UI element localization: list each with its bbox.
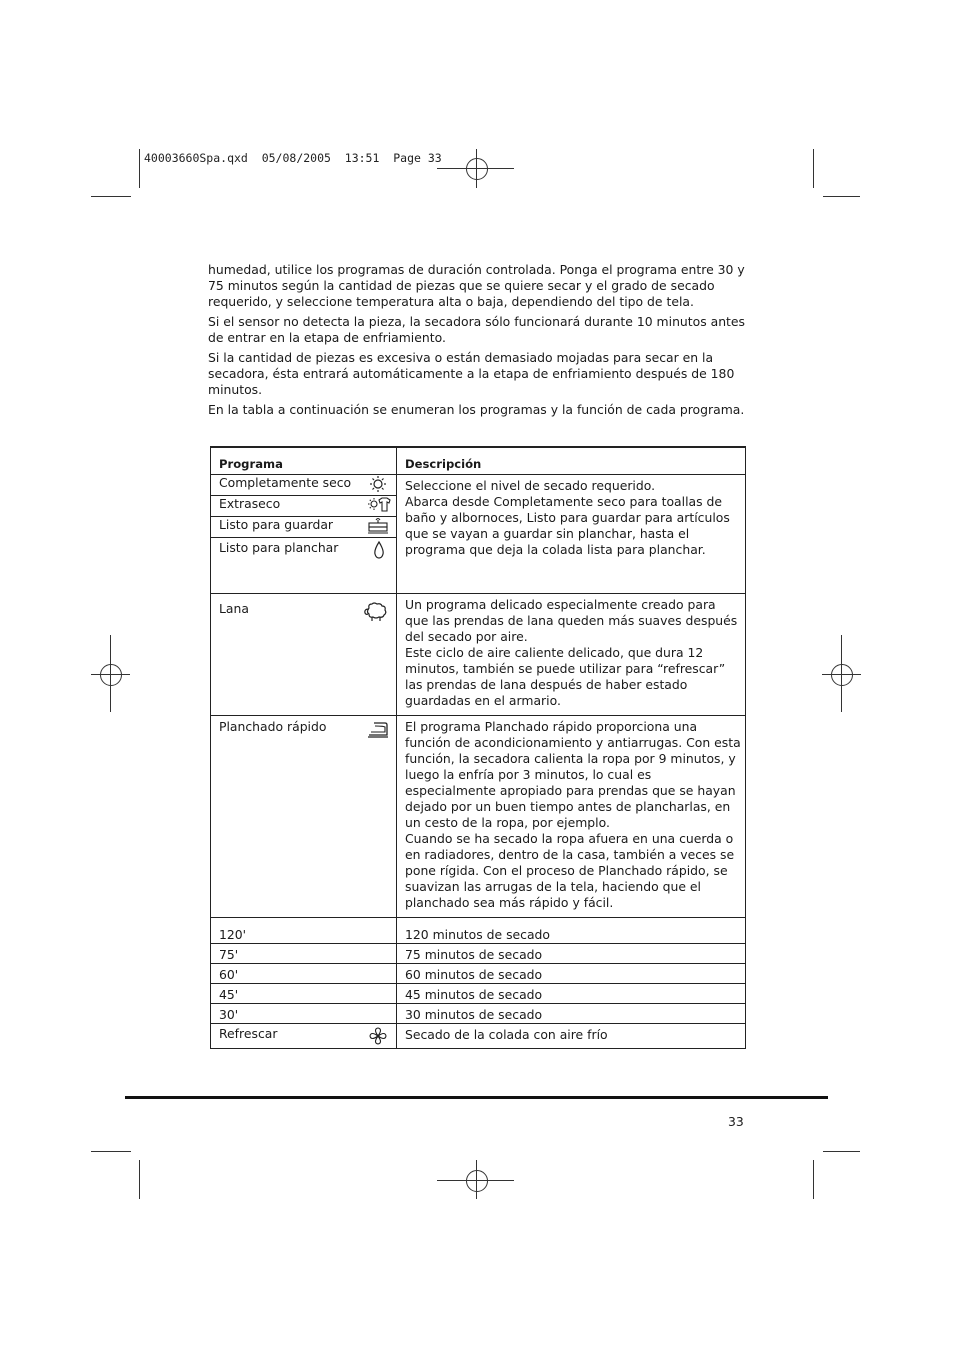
- description-text: Secado de la colada con aire frío: [397, 1024, 746, 1049]
- description-text: 60 minutos de secado: [397, 964, 746, 984]
- registration-mark: [466, 1170, 488, 1192]
- crop-mark: [813, 1160, 814, 1199]
- program-sublist: [211, 475, 396, 565]
- registration-mark: [831, 664, 853, 686]
- water-drop-icon: [366, 540, 390, 560]
- description-text: Seleccione el nivel de secado requerido.: [405, 478, 656, 493]
- program-label: Listo para planchar: [219, 540, 339, 555]
- program-label: Planchado rápido: [219, 719, 327, 734]
- program-label: Extraseco: [219, 496, 281, 511]
- table-row: [211, 918, 746, 944]
- page-number: 33: [728, 1114, 744, 1129]
- sheep-icon: [362, 601, 390, 621]
- description-text: Este ciclo de aire caliente delicado, que dura 12 minutos, también se puede utilizar para “refrescar” las prendas de lana después de haber estado guardadas en el armario.: [405, 645, 726, 708]
- table-row: [211, 964, 746, 984]
- program-label: Lana: [219, 601, 249, 616]
- list-item: [211, 496, 396, 517]
- file-slug: 40003660Spa.qxd 05/08/2005 13:51 Page 33: [144, 151, 442, 165]
- program-label: Refrescar: [219, 1026, 278, 1041]
- table-row: [211, 1004, 746, 1024]
- table-row: [211, 1024, 746, 1049]
- table-row: [211, 475, 746, 594]
- description-text: 120 minutos de secado: [397, 918, 746, 944]
- registration-mark: [466, 158, 488, 180]
- crop-mark: [823, 1151, 860, 1152]
- fan-icon: [366, 1026, 390, 1046]
- header-description: Descripción: [397, 447, 746, 475]
- iron-icon: [366, 719, 390, 739]
- crop-mark: [139, 1160, 140, 1199]
- crop-mark: [823, 196, 860, 197]
- description-cell: [397, 716, 746, 918]
- program-group-cell: [211, 475, 397, 594]
- description-text: Abarca desde Completamente seco para toallas de baño y albornoces, Listo para guardar para artículos que se vayan a guardar sin planchar, hasta el programa que deja la colada lista para planchar.: [405, 494, 730, 557]
- program-label: 30': [211, 1004, 397, 1024]
- program-cell: [211, 1024, 397, 1049]
- program-table: [210, 446, 746, 1049]
- description-cell: [397, 594, 746, 716]
- hanger-stack-icon: [366, 517, 390, 537]
- program-cell: [211, 716, 397, 918]
- table-row: [211, 984, 746, 1004]
- intro-text: [208, 262, 748, 422]
- crop-mark: [813, 149, 814, 188]
- program-label: 60': [211, 964, 397, 984]
- paragraph: En la tabla a continuación se enumeran los programas y la función de cada programa.: [208, 402, 745, 417]
- program-label: Listo para guardar: [219, 517, 334, 532]
- description-text: 75 minutos de secado: [397, 944, 746, 964]
- description-text: El programa Planchado rápido proporciona una función de acondicionamiento y antiarrugas. Con esta función, la secadora calienta la ropa por 9 minutos, y luego la enfría por 3 minutos, lo cual es especialmente apropiado para prendas que se hayan dejado por un buen tiempo antes de plancharlas, en un cesto de la ropa, por ejemplo.: [405, 719, 741, 830]
- table-header-row: [211, 447, 746, 475]
- list-item: [211, 517, 396, 538]
- program-label: 75': [211, 944, 397, 964]
- description-text: Un programa delicado especialmente creado para que las prendas de lana queden más suaves después del secado por aire.: [405, 597, 738, 644]
- list-item: [211, 475, 396, 496]
- program-label: Completamente seco: [219, 475, 352, 490]
- list-item: [211, 538, 396, 566]
- registration-mark: [100, 664, 122, 686]
- sun-icon: [366, 475, 390, 495]
- footer-rule: [125, 1096, 828, 1099]
- program-cell: [211, 594, 397, 716]
- table-row: [211, 944, 746, 964]
- description-text: 45 minutos de secado: [397, 984, 746, 1004]
- header-program: Programa: [211, 447, 397, 475]
- crop-mark: [139, 149, 140, 188]
- description-text: Cuando se ha secado la ropa afuera en una cuerda o en radiadores, dentro de la casa, también a veces se pone rígida. Con el proceso de Planchado rápido, se suavizan las arrugas de la tela, haciendo que el planchado sea más rápido y fácil.: [405, 831, 735, 910]
- table-row: [211, 594, 746, 716]
- group-description-cell: [397, 475, 746, 594]
- paragraph: Si la cantidad de piezas es excesiva o están demasiado mojadas para secar en la secadora, ésta entrará automáticamente a la etapa de enfriamiento después de 180 minutos.: [208, 350, 735, 397]
- sun-shirt-icon: [366, 496, 390, 516]
- program-label: 45': [211, 984, 397, 1004]
- crop-mark: [91, 1151, 131, 1152]
- crop-mark: [91, 196, 131, 197]
- description-text: 30 minutos de secado: [397, 1004, 746, 1024]
- table-row: [211, 716, 746, 918]
- paragraph: Si el sensor no detecta la pieza, la secadora sólo funcionará durante 10 minutos antes de entrar en la etapa de enfriamiento.: [208, 314, 745, 345]
- paragraph: humedad, utilice los programas de duración controlada. Ponga el programa entre 30 y 75 minutos según la cantidad de piezas que se quiere secar y el grado de secado requerido, y seleccione temperatura alta o baja, dependiendo del tipo de tela.: [208, 262, 745, 309]
- program-label: 120': [211, 918, 397, 944]
